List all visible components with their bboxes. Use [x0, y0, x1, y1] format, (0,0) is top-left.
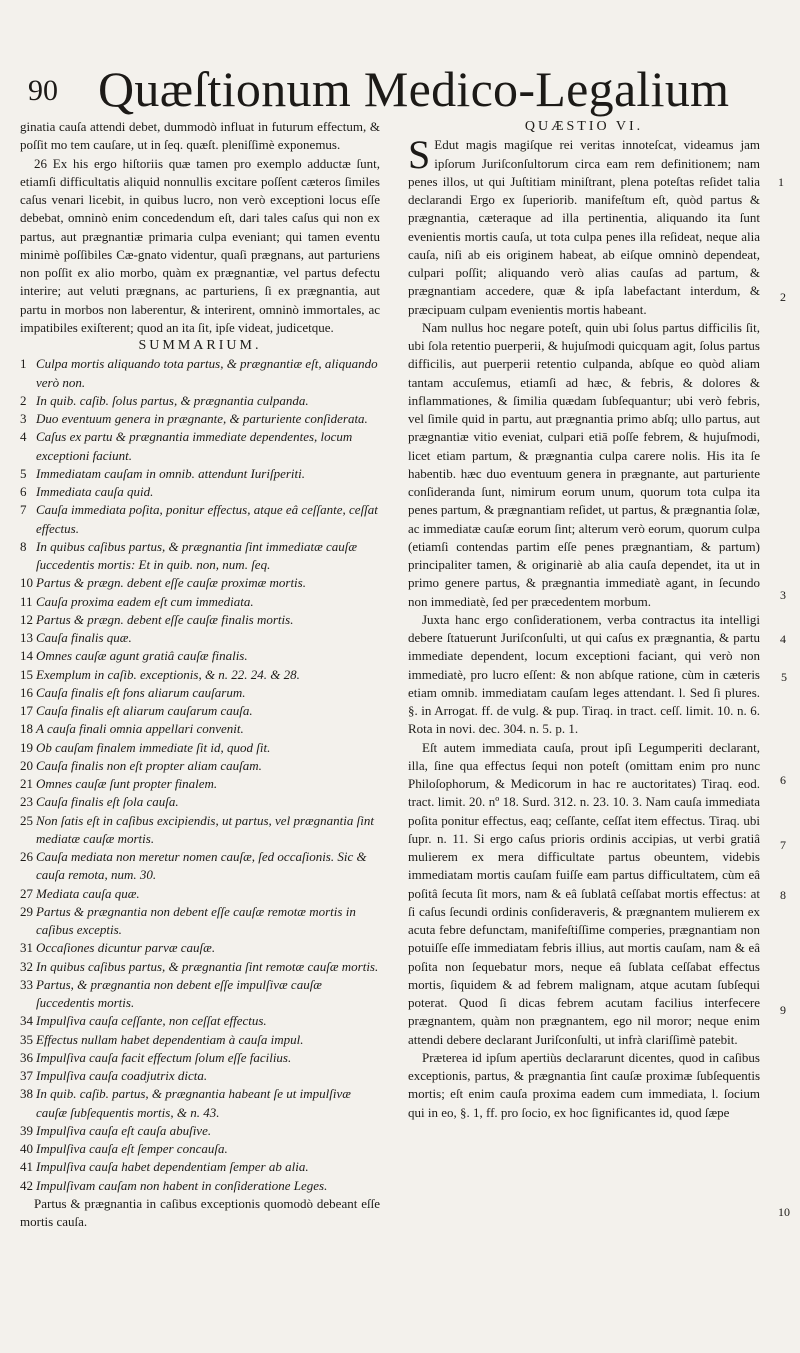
- summary-item: [20, 848, 380, 885]
- summary-item: [20, 1031, 380, 1049]
- summary-number: 10: [20, 575, 33, 591]
- summary-text: Cauſa finalis non eſt propter aliam cauſam.: [36, 757, 262, 773]
- summary-text: Impulſiva cauſa ceſſante, non ceſſat effectus.: [36, 1013, 267, 1029]
- summary-text: Impulſiva cauſa facit effectum ſolum eſſe facilius.: [36, 1049, 292, 1065]
- summary-number: 15: [20, 666, 33, 682]
- paragraph-number: 26: [34, 155, 47, 171]
- paragraph-26: [20, 155, 380, 338]
- summary-number: 38: [20, 1086, 33, 1102]
- summary-number: 18: [20, 721, 33, 737]
- summary-item: [20, 629, 380, 647]
- summary-text: Partus, & prægnantia non debent eſſe impulſivæ cauſæ ſuccedentis mortis.: [36, 976, 322, 1010]
- summary-number: 20: [20, 757, 33, 773]
- summary-item: [20, 793, 380, 811]
- summary-item: [20, 538, 380, 575]
- summary-number: 12: [20, 611, 33, 627]
- summary-item: [20, 1158, 380, 1176]
- summary-number: 40: [20, 1141, 33, 1156]
- summary-text: Cauſa finalis quæ.: [36, 630, 132, 645]
- summary-number: 8: [20, 538, 27, 554]
- summary-number: 26: [20, 849, 33, 864]
- summary-item: [20, 885, 380, 903]
- summary-item: [20, 757, 380, 775]
- summary-list: [20, 355, 380, 1195]
- summary-text: Cauſa finalis eſt fons aliarum cauſarum.: [36, 684, 246, 700]
- summary-item: [20, 410, 380, 428]
- summary-item: [20, 465, 380, 483]
- summary-number: 41: [20, 1159, 33, 1175]
- summary-number: 32: [20, 958, 33, 974]
- summary-item: [20, 958, 380, 976]
- summary-text: In quib. caſib. ſolus partus, & prægnantia culpanda.: [36, 392, 309, 408]
- summary-text: Ob cauſam finalem immediate ſit id, quod ſit.: [36, 739, 271, 755]
- question-body: [408, 132, 761, 1122]
- summary-number: 5: [20, 465, 27, 481]
- summary-number: 31: [20, 940, 33, 956]
- summary-text: Partus & prægnantia non debent eſſe cauſæ remotæ mortis in caſibus exceptis.: [36, 903, 356, 937]
- question-title: QUÆSTIO VI.: [524, 119, 644, 134]
- summary-text: In quibus caſibus partus, & prægnantia ſint immediatæ cauſæ ſuccedentis mortis: Et in quib. non, num. ſeq.: [36, 538, 358, 572]
- margin-number: 5: [781, 670, 787, 684]
- summary-text: Impulſiva cauſa coadjutrix dicta.: [36, 1068, 208, 1083]
- margin-number: 10: [778, 1205, 790, 1219]
- margin-number: 4: [780, 632, 786, 646]
- summary-text: Immediatam cauſam in omnib. attendunt Iuriſperiti.: [36, 465, 306, 481]
- intro-paragraph: ginatia cauſa attendi debet, dummodò influat in futurum effectum, & poſſit mo tem cauſare, ut in ſeq. quæſt. pleniſſimè exponemus.: [20, 119, 380, 153]
- summary-number: 4: [20, 429, 27, 445]
- summary-number: 36: [20, 1049, 33, 1065]
- margin-number: 3: [780, 588, 786, 602]
- summary-text: Partus & prægn. debent eſſe cauſæ finalis mortis.: [36, 611, 294, 627]
- left-column: [20, 118, 380, 1231]
- summary-number: 42: [20, 1177, 33, 1193]
- summary-number: 37: [20, 1068, 33, 1083]
- summary-number: 3: [20, 411, 27, 426]
- summary-item: [20, 720, 380, 738]
- summary-item: [20, 1067, 380, 1085]
- summary-item: [20, 684, 380, 702]
- summary-text: Omnes cauſæ ſunt propter finalem.: [36, 776, 218, 791]
- page-header: [28, 60, 768, 117]
- summary-text: In quib. caſib. partus, & prægnantia habeant ſe ut impulſivæ cauſæ ſubſequentis mortis, & n. 43.: [36, 1086, 351, 1120]
- summary-text: Omnes cauſæ agunt gratiâ cauſæ finalis.: [36, 648, 248, 664]
- summary-number: 14: [20, 648, 33, 664]
- summary-text: Impulſiva cauſa eſt ſemper concauſa.: [36, 1141, 228, 1156]
- summary-text: Cauſa immediata poſita, ponitur effectus, atque eâ ceſſante, ceſſat effectus.: [36, 502, 378, 536]
- summary-number: 29: [20, 903, 33, 919]
- summarium-heading: SUMMARIUM.: [138, 338, 262, 353]
- summary-text: Impulſivam cauſam non habent in conſideratione Leges.: [36, 1177, 328, 1193]
- drop-cap: S: [408, 132, 431, 178]
- summary-text: Impulſiva cauſa eſt cauſa abuſive.: [36, 1122, 212, 1138]
- summary-text: Non ſatis eſt in caſibus excipiendis, ut partus, vel prægnantia ſint mediatæ cauſæ mortis.: [36, 812, 374, 846]
- summary-number: 13: [20, 630, 33, 645]
- question-paragraph: Juxta hanc ergo conſiderationem, verba contractus ita intelligi debere ſtatuerunt Juriſconſulti, ut qui caſus ex prægnantia, & partu immediate dependent, locum exceptioni faciant, qui verò non immediatè, pro lucro eſſent: & non abſque ratione, cùm in cæteris etiam omnib. immediatam cauſam leges attendant. l. Sed ſi plures. §. in Arrogat. ff. de vulg. & pup. Tiraq. in tract. ceſſ. limit. 10. n. 6. Rota in novi. dec. 304. n. 5. p. 1.: [408, 611, 760, 737]
- summary-number: 39: [20, 1122, 33, 1138]
- question-paragraph: Eſt autem immediata cauſa, prout ipſi Legumperiti declarant, illa, ſine qua effectus ſequi non poteſt (omittam enim pro nunc Philoſophorum, & Medicorum in hac re auctoritates) Tiraq. eod. tract. limit. 20. nº 18. Surd. 312. n. 23. 10. 3. Nam cauſa immediata poſita ponitur effectus, eaq; ceſſante, ceſſat item effectus. Tiraq. ubi ſupr. n. 11. Si ergo caſus prioris ordinis accipias, ut verbi gratiâ mulierem ex mera difficultate partus obeuntem, videbis immediatam mortis cauſam fuiſſe eam partus difficultatem, cùm eâ poſitâ ſecuta ſit mors, nam & eâ ſublatâ ceſſabat mortis effectus: at ſi caſus ſecundi ordinis conſideraveris, & prægnantem mulierem ex acuta febre defunctam, manifeſtiſſime comperies, prægnantiam non potuiſſe eſſe immediatam febris illius, aut mortis cauſam, nam & eâ poſita non ſequebatur mors, neque eâ ſublata ceſſabat effectus mortis, ſiquidem & ad febrem malignam, atque acutam ſubſequi poterat. Quod ſi dicas febrem acutam facilius interfecere prægnantem, quàm non prægnantem, ego nil moror; neque enim attendi debere declarant Juriſconſulti, ut infrà clariſſimè patebit.: [408, 739, 760, 1047]
- summary-number: 1: [20, 356, 27, 372]
- summary-text: Mediata cauſa quæ.: [36, 885, 140, 901]
- right-column: [408, 118, 760, 1122]
- question-paragraph: Nam nullus hoc negare poteſt, quin ubi ſolus partus difficilis ſit, ubi ſola retentio puerperii, & hujuſmodi quicquam agit, ſolus partus difficilis, aut puerperii retentio culpanda, abſque eo quòd aliam tantam accuſemus, etiamſi ad hæc, & febris, & dolores & inflammationes, & ſimilia quædam ſubſequantur; ubi verò febris, vel ſimile quid in partu, aut prægnantia primo abſq; ullo partus, aut prægnantiæ vitio eveniat, culpari etiā poſſe febrem, & hujuſmodi, licet etiam partum, & prægnantia culpa carere nolis. His ita ſe habentib. hæc duo eventuum genera in prægnante, aut parturiente conſideranda ſunt, nimirum eorum unum, quorum tota culpa ita penes partum, & prægnantiam reſidet, ut partus, & prægnantia ſolæ, ac immediatæ cauſæ eorum ſint; alterum verò eorum, quorum culpa (etiamſi contendas partim eſſe penes prægnantiam, & partum) principaliter tamen, & originariè ab alia cauſa dependet, ita ut in primo genere partus, & prægnantia immediatè agant, in ſecundo non immediatè, ſed per præcedentem morbum.: [408, 319, 761, 609]
- margin-number: 9: [780, 1003, 786, 1017]
- summary-number: 16: [20, 684, 33, 700]
- summary-item: [20, 501, 380, 538]
- summary-item: [20, 1177, 380, 1195]
- summary-text: Exemplum in caſib. exceptionis, & n. 22. 24. & 28.: [36, 666, 300, 682]
- summary-text: Effectus nullam habet dependentiam à cauſa impul.: [36, 1031, 304, 1047]
- page-number: 90: [28, 74, 58, 107]
- summary-item: [20, 976, 380, 1013]
- question-paragraph: Præterea id ipſum apertiùs declararunt dicentes, quod in caſibus exceptionis, partus, & prægnantia ſint cauſæ proximæ ſubſequentis mortis; eſt enim cauſa proxima eadem cum immediata, l. ſocium qui in eo, §. 1, ff. pro ſocio, ex hoc ſignificantes id, quod ſæpe: [408, 1049, 760, 1120]
- summary-text: Caſus ex partu & prægnantia immediate dependentes, locum exceptioni faciunt.: [36, 429, 353, 463]
- summary-tail: Partus & prægnantia in caſibus exceptionis quomodò debeant eſſe mortis cauſa.: [20, 1195, 380, 1229]
- summary-text: A cauſa finali omnia appellari convenit.: [36, 721, 244, 737]
- running-title: Quæſtionum Medico-Legalium: [98, 61, 730, 117]
- summary-item: [20, 775, 380, 793]
- summary-item: [20, 483, 380, 501]
- summary-item: [20, 666, 380, 684]
- summary-text: Cauſa mediata non meretur nomen cauſæ, ſed occaſionis. Sic & cauſa remota, num. 30.: [36, 849, 367, 883]
- paragraph-text: Ex his ergo hiſtoriis quæ tamen pro exemplo adductæ ſunt, etiamſi difficultatis aliquid nonnullis excitare poſſent cæteros ſimiles caſus venari licebit, in quibus lucro, non verò exceptioni locus eſſe debebat, omninò enim concedendum eſt, dari tales caſus qui non ex partus, aut prægnantiæ primaria culpa eveniant; qui tamen eventu minimè poſſibiles Cæ-gnato videntur, quaſi prægnans, aut parturiens non poſſit ex alio morbo, quàm ex prægnantiæ, vel partus defectu interire; aut veluti prægnans, ac parturiens, ſi ex prægnantia, aut partu in morbos non laberentur, & interirent, omninò immortales, ac impatibiles exiſterent; quod an ita ſit, ipſe videat, judicetque.: [20, 155, 381, 335]
- summary-text: Culpa mortis aliquando tota partus, & prægnantiæ eſt, aliquando verò non.: [36, 356, 378, 390]
- summary-text: Occaſiones dicuntur parvæ cauſæ.: [36, 940, 216, 956]
- summary-number: 25: [20, 812, 33, 828]
- summary-item: [20, 739, 380, 757]
- summary-number: 34: [20, 1013, 33, 1029]
- summary-item: [20, 812, 380, 849]
- summary-item: [20, 593, 380, 611]
- summary-number: 33: [20, 976, 33, 992]
- summary-number: 27: [20, 885, 33, 901]
- summary-item: [20, 939, 380, 957]
- summary-item: [20, 1122, 380, 1140]
- question-paragraph: Edut magis magiſque rei veritas innoteſcat, videamus jam ipſorum Juriſconſultorum circa eam rem definitionem; nam penes illos, ut qui Juſtitiam miniſtrant, plena poteſtas reſidet talia declarandi Ergo ex ſuperiorib. manifeſtum eſt, quòd partus & prægnantia, cæteraque ad illa pertinentia, aliquando ita ſunt evenientis mortis cauſa, ut tota culpa penes illa reſideat, neque alia cauſa, niſi ab eis originem habeat, ab eiſque omninò dependeat, culpari poſſit; aliquando verò alias cauſas ad partum, & prægnantiam accedere, quæ & ipſa labefactant interdum, & præcipuam culpam evenientis mortis habeant.: [408, 137, 760, 317]
- summary-item: [20, 1049, 380, 1067]
- summary-item: [20, 611, 380, 629]
- summary-number: 35: [20, 1031, 33, 1047]
- summary-item: [20, 1012, 380, 1030]
- summary-text: Cauſa finalis eſt ſola cauſa.: [36, 794, 179, 810]
- summary-item: [20, 428, 380, 465]
- summary-item: [20, 392, 380, 410]
- summary-text: In quibus caſibus partus, & prægnantia ſint remotæ cauſæ mortis.: [36, 958, 379, 974]
- summary-number: 2: [20, 392, 27, 408]
- summary-number: 21: [20, 776, 33, 791]
- summary-text: Partus & prægn. debent eſſe cauſæ proximæ mortis.: [36, 575, 306, 591]
- margin-number: 6: [780, 773, 786, 787]
- summary-text: Cauſa finalis eſt aliarum cauſarum cauſa.: [36, 703, 253, 718]
- summary-number: 6: [20, 484, 27, 499]
- margin-number: 8: [780, 888, 786, 902]
- summary-text: Immediata cauſa quid.: [36, 484, 154, 499]
- summary-number: 17: [20, 703, 33, 718]
- summary-item: [20, 647, 380, 665]
- summary-item: [20, 702, 380, 720]
- summary-item: [20, 574, 380, 592]
- margin-number: 1: [778, 175, 784, 189]
- summary-number: 23: [20, 794, 33, 810]
- summary-text: Cauſa proxima eadem eſt cum immediata.: [36, 593, 254, 609]
- summary-item: [20, 355, 380, 392]
- margin-number: 2: [780, 290, 786, 304]
- summary-text: Duo eventuum genera in prægnante, & parturiente conſiderata.: [36, 411, 368, 426]
- summary-text: Impulſiva cauſa habet dependentiam ſemper ab alia.: [36, 1159, 309, 1175]
- summary-item: [20, 1140, 380, 1158]
- summary-number: 7: [20, 502, 27, 518]
- margin-number: 7: [780, 838, 786, 852]
- summary-item: [20, 1085, 380, 1122]
- summary-item: [20, 903, 380, 940]
- summary-number: 11: [20, 593, 33, 609]
- summary-number: 19: [20, 739, 33, 755]
